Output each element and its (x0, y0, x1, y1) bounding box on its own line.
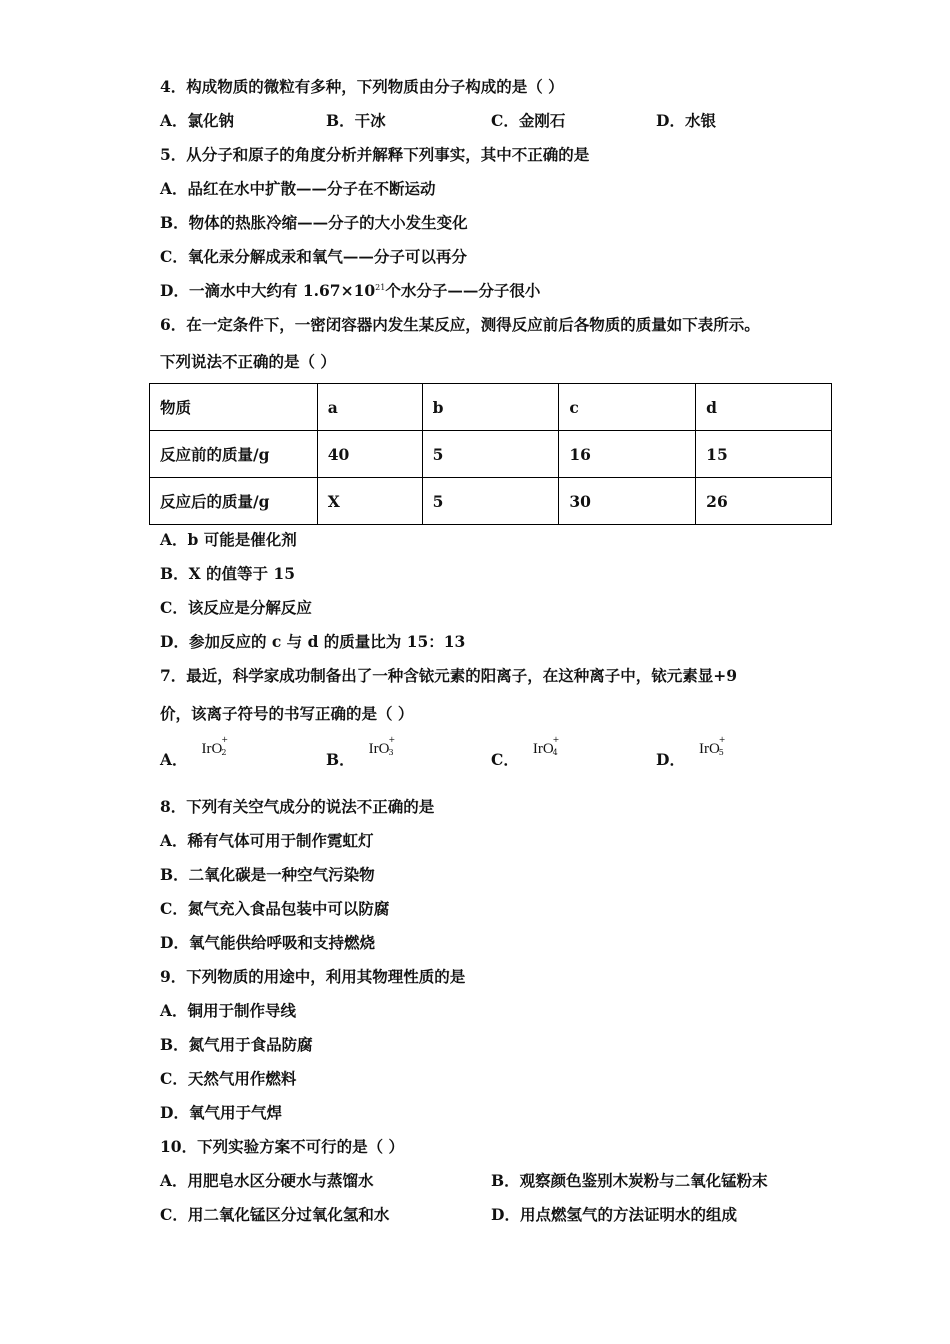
table-cell: 15 (696, 431, 832, 478)
table-cell: X (317, 478, 422, 525)
table-header-row (150, 384, 832, 431)
q6-option-c[interactable]: C．该反应是分解反应 (160, 598, 312, 617)
q7-option-a[interactable] (160, 735, 229, 771)
table-header-cell: 物质 (150, 384, 318, 431)
q8-stem: 8．下列有关空气成分的说法不正确的是 (160, 797, 435, 816)
table-cell: 30 (559, 478, 696, 525)
table-cell: 16 (559, 431, 696, 478)
q9-option-c[interactable]: C．天然气用作燃料 (160, 1069, 297, 1088)
ion-formula: IrO + 3 (368, 735, 396, 757)
q6-stem-line2: 下列说法不正确的是（ ） (160, 352, 336, 371)
q5-option-c[interactable]: C．氧化汞分解成汞和氧气——分子可以再分 (160, 247, 467, 266)
q7-option-a-label: A． (160, 750, 188, 769)
ion-charge: + (388, 735, 396, 744)
q6-stem-line1: 6．在一定条件下，一密闭容器内发生某反应，测得反应前后各物质的质量如下表所示。 (160, 315, 760, 334)
q10-option-c[interactable]: C．用二氧化锰区分过氧化氢和水 (160, 1205, 390, 1224)
q7-option-b-label: B． (326, 750, 355, 769)
ion-charge: + (221, 735, 229, 744)
q9-option-b[interactable]: B．氮气用于食品防腐 (160, 1035, 313, 1054)
ion-subscript: 4 (552, 748, 558, 757)
q5-option-d-suffix: 个水分子——分子很小 (385, 281, 541, 300)
ion-formula: IrO + 4 (532, 735, 560, 757)
q9-option-a[interactable]: A．铜用于制作导线 (160, 1001, 297, 1020)
q7-option-d-label: D． (656, 750, 685, 769)
q4-option-c[interactable]: C．金刚石 (491, 111, 566, 130)
table-cell: 反应后的质量/g (150, 478, 318, 525)
q8-option-b[interactable]: B．二氧化碳是一种空气污染物 (160, 865, 375, 884)
q6-option-a[interactable]: A．b 可能是催化剂 (160, 530, 297, 549)
q7-stem-line1: 7．最近，科学家成功制备出了一种含铱元素的阳离子，在这种离子中，铱元素显+9 (160, 666, 738, 685)
q9-option-d[interactable]: D．氧气用于气焊 (160, 1103, 282, 1122)
q4-option-b[interactable]: B．干冰 (326, 111, 386, 130)
q7-option-c-label: C． (491, 750, 519, 769)
q6-option-d[interactable]: D．参加反应的 c 与 d 的质量比为 15：13 (160, 632, 466, 651)
q9-stem: 9．下列物质的用途中，利用其物理性质的是 (160, 967, 466, 986)
table-cell: 反应前的质量/g (150, 431, 318, 478)
ion-charge: + (718, 735, 726, 744)
table-header-cell: c (559, 384, 696, 431)
q8-option-d[interactable]: D．氧气能供给呼吸和支持燃烧 (160, 933, 375, 952)
table-header-cell: d (696, 384, 832, 431)
table-row (150, 478, 832, 525)
q10-option-d[interactable]: D．用点燃氢气的方法证明水的组成 (491, 1205, 737, 1224)
q5-option-d[interactable] (160, 281, 540, 301)
q4-option-a[interactable]: A．氯化钠 (160, 111, 235, 130)
q5-option-d-prefix: D．一滴水中大约有 1.67×10 (160, 281, 376, 300)
q5-option-d-exponent: 21 (375, 282, 386, 292)
q10-option-b[interactable]: B．观察颜色鉴别木炭粉与二氧化锰粉末 (491, 1171, 768, 1190)
ion-formula: IrO + 5 (698, 735, 726, 757)
q4-stem: 4．构成物质的微粒有多种，下列物质由分子构成的是（ ） (160, 77, 564, 96)
q7-option-b[interactable] (326, 735, 396, 771)
ion-charge: + (552, 735, 560, 744)
ion-subscript: 5 (718, 748, 724, 757)
q7-option-c[interactable] (491, 735, 560, 771)
q8-option-c[interactable]: C．氮气充入食品包装中可以防腐 (160, 899, 390, 918)
table-cell: 40 (317, 431, 422, 478)
table-header-cell: b (422, 384, 559, 431)
q10-option-a[interactable]: A．用肥皂水区分硬水与蒸馏水 (160, 1171, 374, 1190)
q5-stem: 5．从分子和原子的角度分析并解释下列事实，其中不正确的是 (160, 145, 590, 164)
q5-option-b[interactable]: B．物体的热胀冷缩——分子的大小发生变化 (160, 213, 468, 232)
q6-option-b[interactable]: B．X 的值等于 15 (160, 564, 295, 583)
q10-stem: 10．下列实验方案不可行的是（ ） (160, 1137, 404, 1156)
ion-subscript: 2 (221, 748, 227, 757)
q5-option-a[interactable]: A．品红在水中扩散——分子在不断运动 (160, 179, 436, 198)
mass-table (149, 383, 832, 525)
ion-formula: IrO + 2 (201, 735, 229, 757)
q8-option-a[interactable]: A．稀有气体可用于制作霓虹灯 (160, 831, 374, 850)
q7-option-d[interactable] (656, 735, 726, 771)
table-cell: 5 (422, 431, 559, 478)
q4-option-d[interactable]: D．水银 (656, 111, 716, 130)
ion-subscript: 3 (388, 748, 394, 757)
table-header-cell: a (317, 384, 422, 431)
q7-stem-line2: 价，该离子符号的书写正确的是（ ） (160, 704, 414, 723)
table-cell: 26 (696, 478, 832, 525)
table-cell: 5 (422, 478, 559, 525)
table-row (150, 431, 832, 478)
